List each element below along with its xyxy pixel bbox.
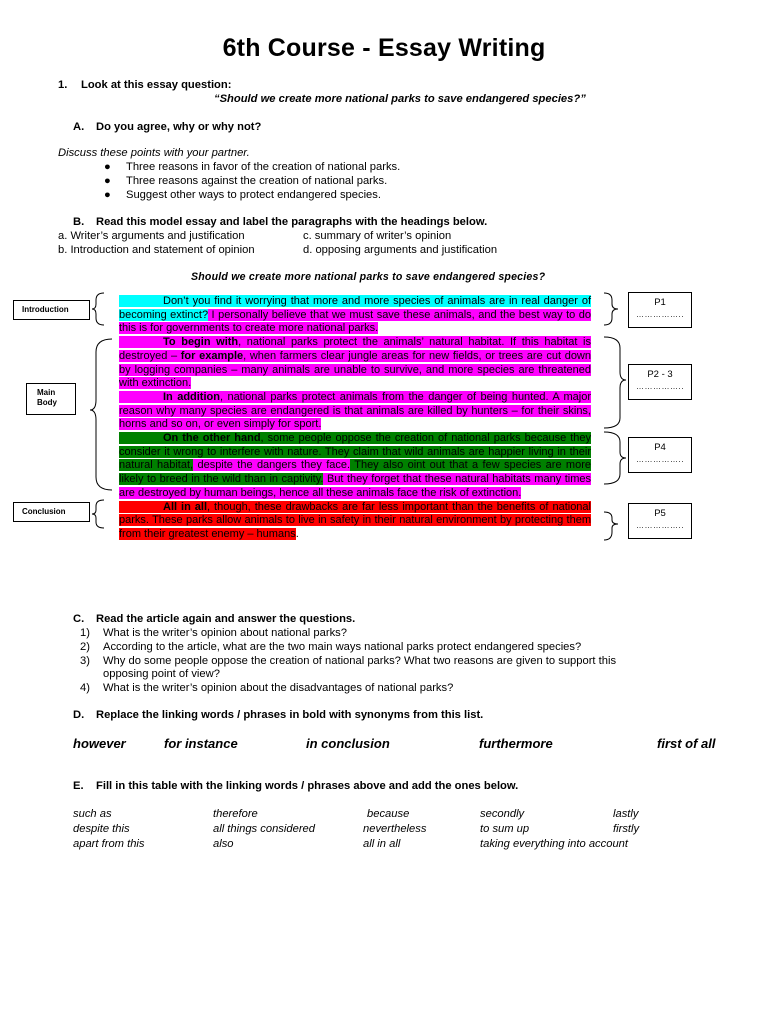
qb-heading-c: c. summary of writer’s opinion — [303, 230, 452, 242]
qc-item-text: What is the writer’s opinion about the disadvantages of national parks? — [103, 682, 454, 694]
qc-item-number: 3) — [80, 655, 90, 667]
bullet-icon: ● — [104, 161, 111, 173]
qb-heading-a: a. Writer’s arguments and justification — [58, 230, 245, 242]
linking-word: however — [73, 736, 126, 751]
word-cell: secondly — [480, 808, 525, 820]
essay-title: Should we create more national parks to save endangered species? — [191, 271, 546, 283]
word-cell: all things considered — [213, 823, 315, 835]
p2-3-right-brace — [604, 337, 626, 428]
linking-word: first of all — [657, 736, 716, 751]
word-cell: because — [367, 808, 410, 820]
qc-item-number: 2) — [80, 641, 90, 653]
main-body-label: Main Body — [26, 383, 76, 415]
p2-3-box: P2 - 3 …………….. — [628, 364, 692, 400]
p4-box: P4 …………….. — [628, 437, 692, 473]
word-cell: despite this — [73, 823, 130, 835]
qc-label: Read the article again and answer the questions. — [96, 613, 356, 625]
essay-paragraph-4: On the other hand, some people oppose the creation of national parks because they consider it wrong to interfere with nature. They claim that wild animals are happier living in their natural habitat, despite the dangers they face. They also oint out that a few species are more likely to breed in the wild than in captivity. But they forget that these natural habitats many times are destroyed by human beings, hence all these animals face the risk of extinction. — [119, 432, 591, 499]
p4-right-brace — [604, 432, 626, 484]
word-cell: therefore — [213, 808, 258, 820]
qc-item-text: Why do some people oppose the creation of national parks? What two reasons are given to support this — [103, 655, 617, 667]
essay-paragraph-1: Don’t you find it worrying that more and more species of animals are in real danger of becoming extinct? I personally believe that we must save these animals, and the best way to do this is for governments to create more national parks. — [119, 295, 591, 335]
qd-label: Replace the linking words / phrases in bold with synonyms from this list. — [96, 709, 484, 721]
qa-discuss: Discuss these points with your partner. — [58, 147, 250, 159]
qc-item-text: According to the article, what are the two main ways national parks protect endangered species? — [103, 641, 582, 653]
bullet-icon: ● — [104, 175, 111, 187]
conclusion-label: Conclusion — [13, 502, 90, 522]
qe-letter: E. — [73, 780, 84, 792]
q1-label: Look at this essay question: — [81, 79, 232, 91]
linking-word: furthermore — [479, 736, 553, 751]
word-cell: firstly — [613, 823, 640, 835]
q1-question: “Should we create more national parks to save endangered species?” — [214, 93, 586, 105]
qb-heading-b: b. Introduction and statement of opinion — [58, 244, 255, 256]
qc-item-number: 1) — [80, 627, 90, 639]
qc-item-number: 4) — [80, 682, 90, 694]
bullet-item: Three reasons against the creation of national parks. — [126, 175, 388, 187]
bullet-item: Suggest other ways to protect endangered species. — [126, 189, 381, 201]
p5-box: P5 …………….. — [628, 503, 692, 539]
linking-word: in conclusion — [306, 736, 390, 751]
conclusion-left-bracket — [92, 500, 104, 528]
body-left-bracket — [90, 339, 112, 490]
essay-paragraph-5: All in all, though, these drawbacks are far less important than the benefits of national parks. These parks allow animals to live in safety in their natural environment by protecting them from their greatest enemy – humans. — [119, 500, 591, 540]
word-cell: all in all — [363, 838, 401, 850]
qa-label: Do you agree, why or why not? — [96, 121, 262, 133]
word-cell: lastly — [613, 808, 639, 820]
bullet-icon: ● — [104, 189, 111, 201]
qb-heading-d: d. opposing arguments and justification — [303, 244, 498, 256]
qd-letter: D. — [73, 709, 85, 721]
p5-right-brace — [604, 512, 618, 540]
qb-label: Read this model essay and label the paragraphs with the headings below. — [96, 216, 488, 228]
intro-left-bracket — [92, 293, 104, 325]
p1-box: P1 …………….. — [628, 292, 692, 328]
qc-item-text: opposing point of view? — [103, 668, 220, 680]
essay-paragraph-3: In addition, national parks protect animals from the danger of being hunted. A major reason why many species are endangered is that animals are killed by hunters – for their skins, horns and so on, or even simply for sport. — [119, 390, 591, 431]
linking-word: for instance — [164, 736, 238, 751]
p1-right-brace — [604, 293, 618, 325]
essay-paragraph-2: To begin with, national parks protect the animals’ natural habitat. If this habitat is destroyed – for example, when farmers clear jungle areas for new fields, or trees are cut down by logging companies – many animals are unable to survive, and more species are threatened with extinction. — [119, 336, 592, 390]
bullet-item: Three reasons in favor of the creation of national parks. — [126, 161, 401, 173]
word-cell: to sum up — [480, 823, 530, 835]
word-cell: taking everything into account — [480, 838, 629, 850]
word-cell: also — [213, 838, 234, 850]
page-title: 6th Course - Essay Writing — [222, 34, 546, 62]
model-essay — [119, 295, 591, 542]
word-cell: nevertheless — [363, 823, 427, 835]
introduction-label: Introduction — [13, 300, 90, 320]
qa-letter: A. — [73, 121, 85, 133]
word-cell: such as — [73, 808, 112, 820]
q1-number: 1. — [58, 79, 68, 91]
qc-letter: C. — [73, 613, 85, 625]
qe-label: Fill in this table with the linking words / phrases above and add the ones below. — [96, 780, 519, 792]
qc-item-text: What is the writer’s opinion about national parks? — [103, 627, 347, 639]
qb-letter: B. — [73, 216, 85, 228]
word-cell: apart from this — [73, 838, 145, 850]
